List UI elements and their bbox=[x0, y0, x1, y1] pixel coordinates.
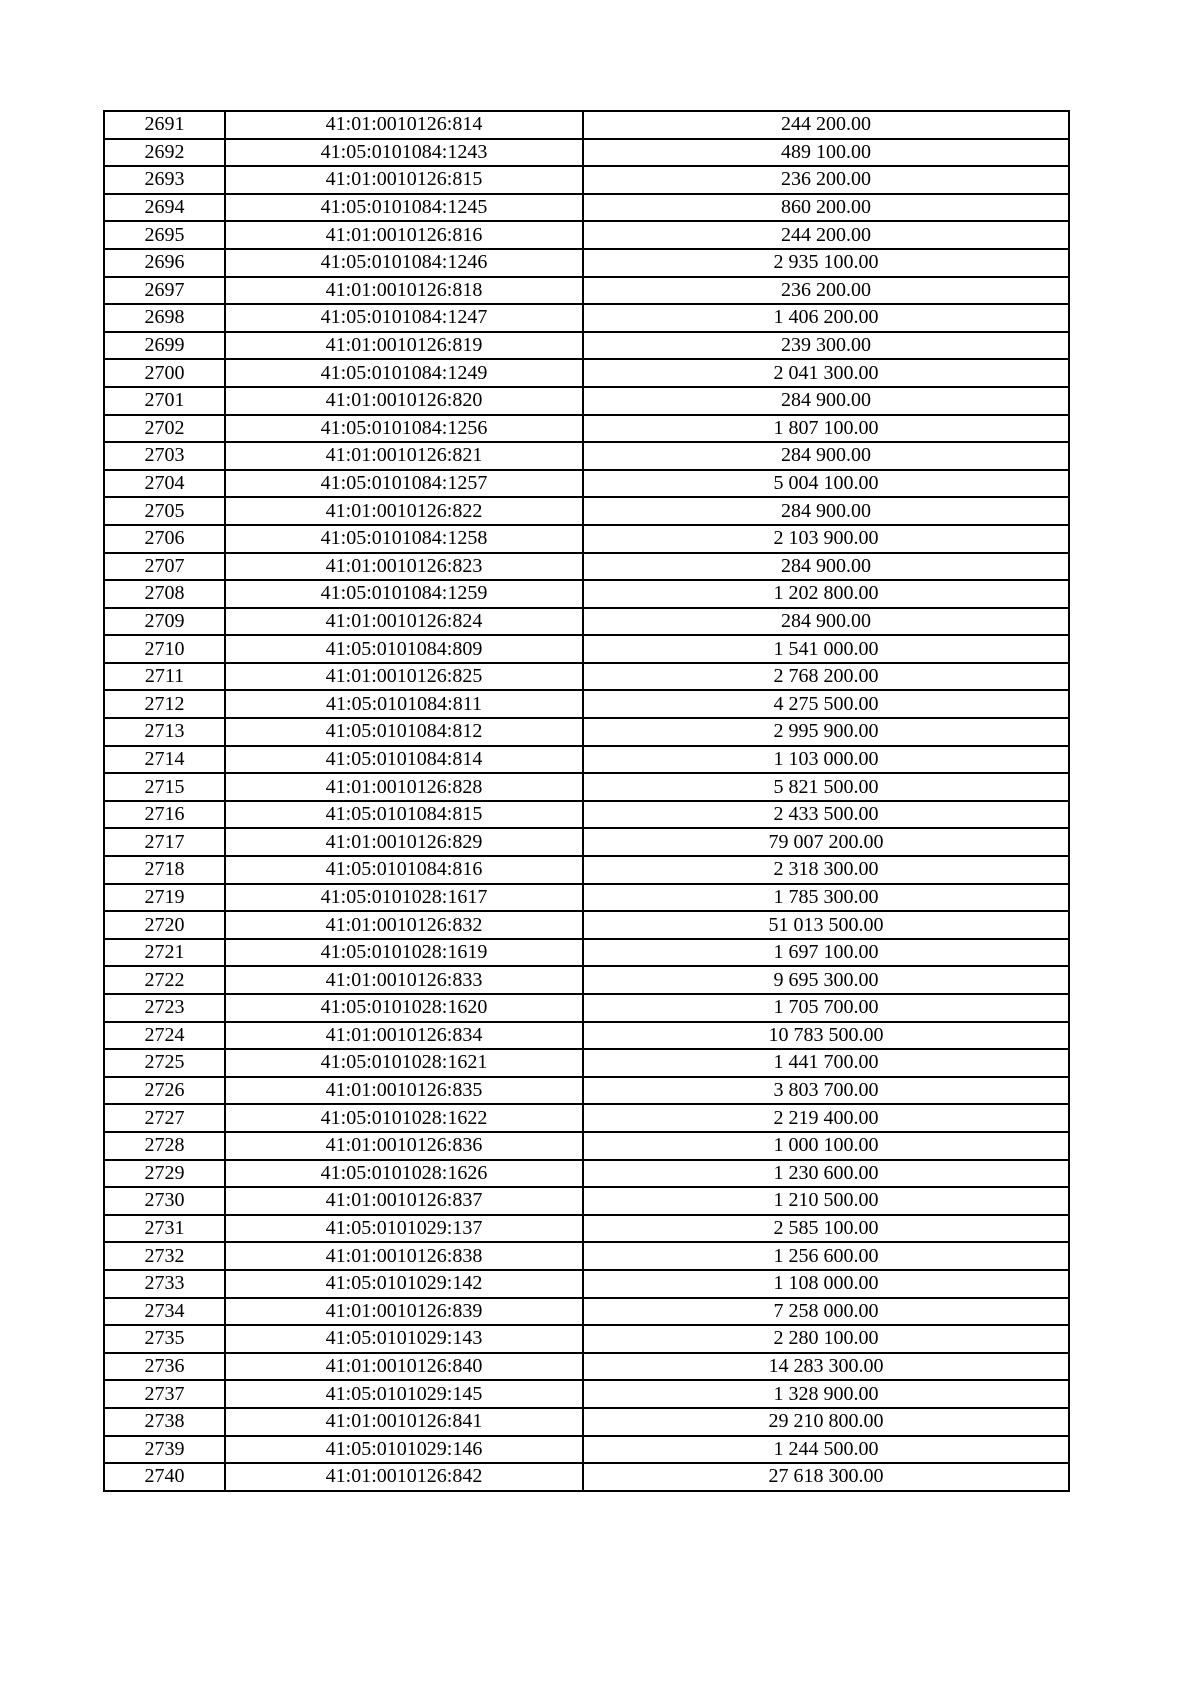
cadastral-number-cell: 41:01:0010126:839 bbox=[225, 1298, 583, 1326]
cadastral-value-cell: 1 406 200.00 bbox=[583, 304, 1069, 332]
row-number-cell: 2731 bbox=[104, 1215, 225, 1243]
row-number-cell: 2714 bbox=[104, 746, 225, 774]
cadastral-number-cell: 41:05:0101084:1247 bbox=[225, 304, 583, 332]
row-number-cell: 2717 bbox=[104, 828, 225, 856]
row-number-cell: 2740 bbox=[104, 1463, 225, 1491]
cadastral-number-cell: 41:01:0010126:818 bbox=[225, 277, 583, 305]
cadastral-value-cell: 1 103 000.00 bbox=[583, 746, 1069, 774]
table-row bbox=[104, 1160, 1069, 1188]
cadastral-value-cell: 1 244 500.00 bbox=[583, 1436, 1069, 1464]
cadastral-value-cell: 2 041 300.00 bbox=[583, 359, 1069, 387]
cadastral-value-cell: 2 318 300.00 bbox=[583, 856, 1069, 884]
row-number-cell: 2705 bbox=[104, 497, 225, 525]
cadastral-value-cell: 5 004 100.00 bbox=[583, 470, 1069, 498]
cadastral-value-cell: 2 768 200.00 bbox=[583, 663, 1069, 691]
table-row bbox=[104, 442, 1069, 470]
row-number-cell: 2732 bbox=[104, 1242, 225, 1270]
cadastral-number-cell: 41:05:0101084:1256 bbox=[225, 415, 583, 443]
cadastral-value-cell: 2 219 400.00 bbox=[583, 1104, 1069, 1132]
table-row bbox=[104, 139, 1069, 167]
table-row bbox=[104, 1298, 1069, 1326]
cadastral-number-cell: 41:01:0010126:823 bbox=[225, 553, 583, 581]
cadastral-number-cell: 41:01:0010126:837 bbox=[225, 1187, 583, 1215]
cadastral-number-cell: 41:01:0010126:814 bbox=[225, 111, 583, 139]
table-row bbox=[104, 1408, 1069, 1436]
cadastral-number-cell: 41:05:0101028:1622 bbox=[225, 1104, 583, 1132]
cadastral-number-cell: 41:01:0010126:822 bbox=[225, 497, 583, 525]
table-body bbox=[104, 111, 1069, 1491]
cadastral-number-cell: 41:05:0101029:145 bbox=[225, 1380, 583, 1408]
cadastral-value-cell: 1 210 500.00 bbox=[583, 1187, 1069, 1215]
row-number-cell: 2696 bbox=[104, 249, 225, 277]
table-row bbox=[104, 249, 1069, 277]
table-row bbox=[104, 690, 1069, 718]
table-row bbox=[104, 1104, 1069, 1132]
table-row bbox=[104, 332, 1069, 360]
table-row bbox=[104, 635, 1069, 663]
cadastral-number-cell: 41:01:0010126:824 bbox=[225, 608, 583, 636]
cadastral-number-cell: 41:05:0101029:146 bbox=[225, 1436, 583, 1464]
table-row bbox=[104, 911, 1069, 939]
row-number-cell: 2693 bbox=[104, 166, 225, 194]
cadastral-value-cell: 4 275 500.00 bbox=[583, 690, 1069, 718]
row-number-cell: 2700 bbox=[104, 359, 225, 387]
cadastral-number-cell: 41:01:0010126:815 bbox=[225, 166, 583, 194]
table-row bbox=[104, 1022, 1069, 1050]
row-number-cell: 2720 bbox=[104, 911, 225, 939]
cadastral-number-cell: 41:01:0010126:825 bbox=[225, 663, 583, 691]
table-row bbox=[104, 1077, 1069, 1105]
cadastral-value-cell: 7 258 000.00 bbox=[583, 1298, 1069, 1326]
row-number-cell: 2736 bbox=[104, 1353, 225, 1381]
cadastral-number-cell: 41:05:0101084:809 bbox=[225, 635, 583, 663]
cadastral-value-cell: 284 900.00 bbox=[583, 442, 1069, 470]
cadastral-value-cell: 284 900.00 bbox=[583, 497, 1069, 525]
row-number-cell: 2716 bbox=[104, 801, 225, 829]
table-row bbox=[104, 1325, 1069, 1353]
table-row bbox=[104, 1215, 1069, 1243]
cadastral-value-cell: 1 000 100.00 bbox=[583, 1132, 1069, 1160]
cadastral-number-cell: 41:05:0101084:1257 bbox=[225, 470, 583, 498]
cadastral-number-cell: 41:01:0010126:841 bbox=[225, 1408, 583, 1436]
cadastral-number-cell: 41:05:0101029:142 bbox=[225, 1270, 583, 1298]
cadastral-number-cell: 41:05:0101029:137 bbox=[225, 1215, 583, 1243]
cadastral-value-cell: 1 705 700.00 bbox=[583, 994, 1069, 1022]
row-number-cell: 2739 bbox=[104, 1436, 225, 1464]
row-number-cell: 2698 bbox=[104, 304, 225, 332]
cadastral-value-cell: 10 783 500.00 bbox=[583, 1022, 1069, 1050]
cadastral-number-cell: 41:05:0101028:1617 bbox=[225, 884, 583, 912]
row-number-cell: 2726 bbox=[104, 1077, 225, 1105]
cadastral-value-cell: 14 283 300.00 bbox=[583, 1353, 1069, 1381]
table-row bbox=[104, 966, 1069, 994]
table-row bbox=[104, 497, 1069, 525]
cadastral-number-cell: 41:01:0010126:834 bbox=[225, 1022, 583, 1050]
table-row bbox=[104, 856, 1069, 884]
table-row bbox=[104, 525, 1069, 553]
table-row bbox=[104, 166, 1069, 194]
table-row bbox=[104, 387, 1069, 415]
cadastral-value-cell: 51 013 500.00 bbox=[583, 911, 1069, 939]
row-number-cell: 2707 bbox=[104, 553, 225, 581]
cadastral-value-cell: 1 697 100.00 bbox=[583, 939, 1069, 967]
row-number-cell: 2738 bbox=[104, 1408, 225, 1436]
cadastral-number-cell: 41:01:0010126:820 bbox=[225, 387, 583, 415]
cadastral-number-cell: 41:01:0010126:835 bbox=[225, 1077, 583, 1105]
row-number-cell: 2715 bbox=[104, 773, 225, 801]
cadastral-value-cell: 29 210 800.00 bbox=[583, 1408, 1069, 1436]
cadastral-number-cell: 41:01:0010126:833 bbox=[225, 966, 583, 994]
row-number-cell: 2699 bbox=[104, 332, 225, 360]
cadastral-number-cell: 41:05:0101084:1249 bbox=[225, 359, 583, 387]
row-number-cell: 2718 bbox=[104, 856, 225, 884]
cadastral-value-cell: 3 803 700.00 bbox=[583, 1077, 1069, 1105]
table-row bbox=[104, 1270, 1069, 1298]
cadastral-value-cell: 5 821 500.00 bbox=[583, 773, 1069, 801]
cadastral-value-cell: 236 200.00 bbox=[583, 166, 1069, 194]
cadastral-number-cell: 41:01:0010126:819 bbox=[225, 332, 583, 360]
row-number-cell: 2710 bbox=[104, 635, 225, 663]
row-number-cell: 2692 bbox=[104, 139, 225, 167]
table-row bbox=[104, 1132, 1069, 1160]
cadastral-number-cell: 41:05:0101084:811 bbox=[225, 690, 583, 718]
row-number-cell: 2723 bbox=[104, 994, 225, 1022]
row-number-cell: 2734 bbox=[104, 1298, 225, 1326]
cadastral-value-table bbox=[103, 110, 1070, 1492]
row-number-cell: 2719 bbox=[104, 884, 225, 912]
table-row bbox=[104, 718, 1069, 746]
cadastral-number-cell: 41:05:0101084:1258 bbox=[225, 525, 583, 553]
row-number-cell: 2725 bbox=[104, 1049, 225, 1077]
row-number-cell: 2730 bbox=[104, 1187, 225, 1215]
table-row bbox=[104, 746, 1069, 774]
row-number-cell: 2697 bbox=[104, 277, 225, 305]
cadastral-number-cell: 41:05:0101028:1619 bbox=[225, 939, 583, 967]
cadastral-number-cell: 41:01:0010126:821 bbox=[225, 442, 583, 470]
cadastral-number-cell: 41:01:0010126:832 bbox=[225, 911, 583, 939]
cadastral-value-cell: 2 585 100.00 bbox=[583, 1215, 1069, 1243]
cadastral-number-cell: 41:01:0010126:838 bbox=[225, 1242, 583, 1270]
table-row bbox=[104, 1049, 1069, 1077]
cadastral-number-cell: 41:05:0101084:814 bbox=[225, 746, 583, 774]
cadastral-value-cell: 2 103 900.00 bbox=[583, 525, 1069, 553]
cadastral-number-cell: 41:05:0101028:1621 bbox=[225, 1049, 583, 1077]
cadastral-number-cell: 41:01:0010126:842 bbox=[225, 1463, 583, 1491]
cadastral-number-cell: 41:05:0101084:815 bbox=[225, 801, 583, 829]
cadastral-value-cell: 244 200.00 bbox=[583, 111, 1069, 139]
row-number-cell: 2709 bbox=[104, 608, 225, 636]
cadastral-value-cell: 2 935 100.00 bbox=[583, 249, 1069, 277]
cadastral-value-cell: 1 541 000.00 bbox=[583, 635, 1069, 663]
cadastral-number-cell: 41:05:0101084:1259 bbox=[225, 580, 583, 608]
cadastral-value-cell: 284 900.00 bbox=[583, 553, 1069, 581]
cadastral-number-cell: 41:01:0010126:828 bbox=[225, 773, 583, 801]
cadastral-value-cell: 1 108 000.00 bbox=[583, 1270, 1069, 1298]
cadastral-number-cell: 41:05:0101084:1246 bbox=[225, 249, 583, 277]
table-row bbox=[104, 1436, 1069, 1464]
table-row bbox=[104, 111, 1069, 139]
table-row bbox=[104, 553, 1069, 581]
table-row bbox=[104, 1187, 1069, 1215]
row-number-cell: 2691 bbox=[104, 111, 225, 139]
cadastral-number-cell: 41:05:0101028:1626 bbox=[225, 1160, 583, 1188]
cadastral-number-cell: 41:01:0010126:816 bbox=[225, 221, 583, 249]
table-row bbox=[104, 194, 1069, 222]
cadastral-value-cell: 860 200.00 bbox=[583, 194, 1069, 222]
row-number-cell: 2713 bbox=[104, 718, 225, 746]
row-number-cell: 2735 bbox=[104, 1325, 225, 1353]
cadastral-value-cell: 236 200.00 bbox=[583, 277, 1069, 305]
cadastral-number-cell: 41:01:0010126:829 bbox=[225, 828, 583, 856]
row-number-cell: 2694 bbox=[104, 194, 225, 222]
table-row bbox=[104, 1380, 1069, 1408]
table-row bbox=[104, 884, 1069, 912]
cadastral-value-cell: 1 328 900.00 bbox=[583, 1380, 1069, 1408]
cadastral-value-cell: 1 256 600.00 bbox=[583, 1242, 1069, 1270]
table-row bbox=[104, 359, 1069, 387]
cadastral-value-cell: 1 441 700.00 bbox=[583, 1049, 1069, 1077]
cadastral-number-cell: 41:05:0101084:1243 bbox=[225, 139, 583, 167]
row-number-cell: 2712 bbox=[104, 690, 225, 718]
row-number-cell: 2706 bbox=[104, 525, 225, 553]
table-row bbox=[104, 828, 1069, 856]
table-row bbox=[104, 277, 1069, 305]
row-number-cell: 2729 bbox=[104, 1160, 225, 1188]
row-number-cell: 2721 bbox=[104, 939, 225, 967]
cadastral-number-cell: 41:01:0010126:840 bbox=[225, 1353, 583, 1381]
table-row bbox=[104, 939, 1069, 967]
cadastral-number-cell: 41:05:0101084:816 bbox=[225, 856, 583, 884]
row-number-cell: 2703 bbox=[104, 442, 225, 470]
table-row bbox=[104, 663, 1069, 691]
cadastral-value-cell: 244 200.00 bbox=[583, 221, 1069, 249]
row-number-cell: 2727 bbox=[104, 1104, 225, 1132]
cadastral-value-cell: 1 202 800.00 bbox=[583, 580, 1069, 608]
row-number-cell: 2733 bbox=[104, 1270, 225, 1298]
cadastral-value-cell: 489 100.00 bbox=[583, 139, 1069, 167]
row-number-cell: 2702 bbox=[104, 415, 225, 443]
table-row bbox=[104, 1242, 1069, 1270]
row-number-cell: 2737 bbox=[104, 1380, 225, 1408]
row-number-cell: 2711 bbox=[104, 663, 225, 691]
table-row bbox=[104, 415, 1069, 443]
cadastral-value-cell: 1 785 300.00 bbox=[583, 884, 1069, 912]
table-row bbox=[104, 1463, 1069, 1491]
cadastral-number-cell: 41:05:0101029:143 bbox=[225, 1325, 583, 1353]
cadastral-value-cell: 284 900.00 bbox=[583, 387, 1069, 415]
cadastral-number-cell: 41:05:0101028:1620 bbox=[225, 994, 583, 1022]
row-number-cell: 2728 bbox=[104, 1132, 225, 1160]
table-row bbox=[104, 773, 1069, 801]
cadastral-value-cell: 2 280 100.00 bbox=[583, 1325, 1069, 1353]
table-row bbox=[104, 221, 1069, 249]
cadastral-value-cell: 9 695 300.00 bbox=[583, 966, 1069, 994]
row-number-cell: 2724 bbox=[104, 1022, 225, 1050]
cadastral-value-cell: 27 618 300.00 bbox=[583, 1463, 1069, 1491]
cadastral-value-cell: 2 995 900.00 bbox=[583, 718, 1069, 746]
table-row bbox=[104, 304, 1069, 332]
table-row bbox=[104, 994, 1069, 1022]
row-number-cell: 2722 bbox=[104, 966, 225, 994]
row-number-cell: 2708 bbox=[104, 580, 225, 608]
cadastral-number-cell: 41:01:0010126:836 bbox=[225, 1132, 583, 1160]
row-number-cell: 2701 bbox=[104, 387, 225, 415]
cadastral-value-cell: 79 007 200.00 bbox=[583, 828, 1069, 856]
cadastral-value-cell: 1 807 100.00 bbox=[583, 415, 1069, 443]
cadastral-value-cell: 239 300.00 bbox=[583, 332, 1069, 360]
table-row bbox=[104, 470, 1069, 498]
row-number-cell: 2695 bbox=[104, 221, 225, 249]
table-row bbox=[104, 580, 1069, 608]
cadastral-value-cell: 1 230 600.00 bbox=[583, 1160, 1069, 1188]
table-row bbox=[104, 801, 1069, 829]
table-row bbox=[104, 608, 1069, 636]
cadastral-value-cell: 284 900.00 bbox=[583, 608, 1069, 636]
row-number-cell: 2704 bbox=[104, 470, 225, 498]
cadastral-value-cell: 2 433 500.00 bbox=[583, 801, 1069, 829]
table-row bbox=[104, 1353, 1069, 1381]
cadastral-number-cell: 41:05:0101084:812 bbox=[225, 718, 583, 746]
cadastral-number-cell: 41:05:0101084:1245 bbox=[225, 194, 583, 222]
